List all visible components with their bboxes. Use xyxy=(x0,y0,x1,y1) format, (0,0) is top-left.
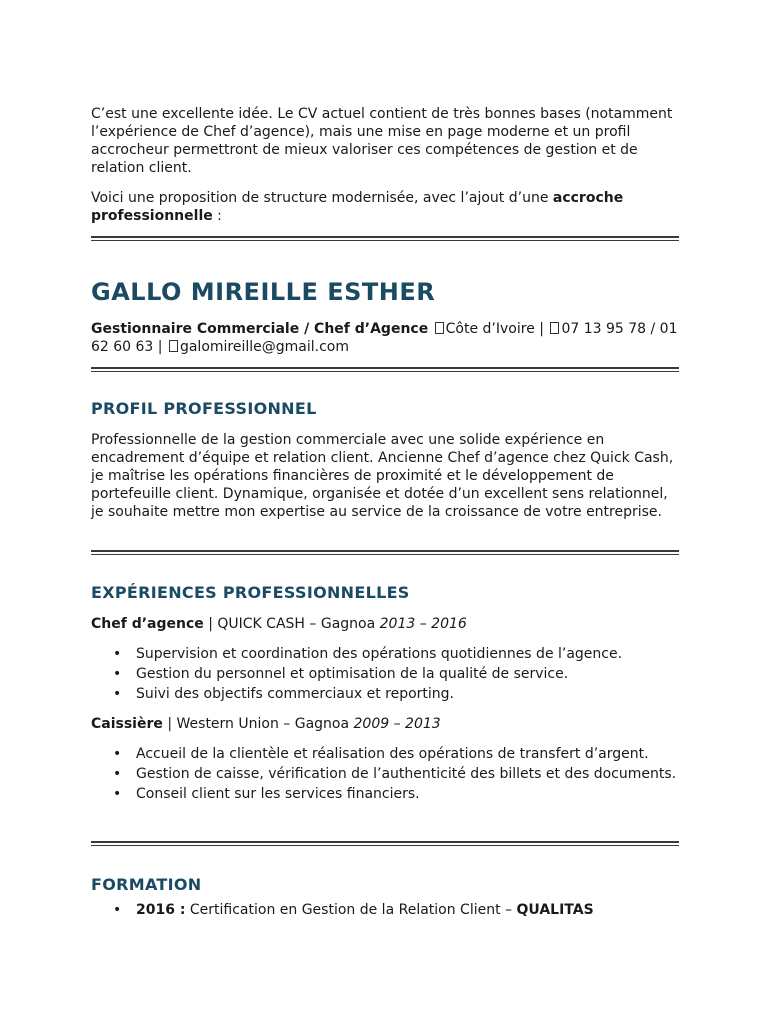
divider-rule xyxy=(91,841,679,846)
location-icon xyxy=(435,322,444,334)
phone-icon xyxy=(550,322,559,334)
job-title: Gestionnaire Commerciale / Chef d’Agence xyxy=(91,321,429,337)
bullet-text: Suivi des objectifs commerciaux et reporting. xyxy=(136,686,455,702)
profile-text: Professionnelle de la gestion commerciale avec une solide expérience en encadrement d’équipe et relation client. Ancienne Chef d’agence chez Quick Cash, je maîtrise les opérations financières de proximité et le développement de portefeuille client. Dynamique, organisée et dotée d’un excellent sens relationnel, je souhaite mettre mon expertise au service de la croissance de votre entreprise. xyxy=(91,432,674,520)
list-item xyxy=(91,665,679,683)
candidate-name: GALLO MIREILLE ESTHER xyxy=(91,278,436,306)
list-item xyxy=(91,901,679,919)
job-role: Caissière xyxy=(91,716,163,732)
job-dates: 2009 – 2013 xyxy=(353,716,441,732)
bullet-text: Supervision et coordination des opérations quotidiennes de l’agence. xyxy=(136,646,623,662)
list-item xyxy=(91,785,679,803)
contact-line xyxy=(91,320,679,356)
list-item xyxy=(91,685,679,703)
education-year: 2016 : xyxy=(136,902,186,918)
bullet-text: Accueil de la clientèle et réalisation des opérations de transfert d’argent. xyxy=(136,746,649,762)
bullet-dot: • xyxy=(113,666,122,682)
job-bullets xyxy=(91,745,679,805)
bullet-dot: • xyxy=(113,646,122,662)
list-item xyxy=(91,765,679,783)
bullet-text: Gestion de caisse, vérification de l’authenticité des billets et des documents. xyxy=(136,766,677,782)
job-header xyxy=(91,615,679,633)
education-heading: FORMATION xyxy=(91,875,202,894)
job-dates: 2013 – 2016 xyxy=(379,616,467,632)
job-company: | QUICK CASH – Gagnoa xyxy=(203,616,380,632)
profile-heading: PROFIL PROFESSIONNEL xyxy=(91,399,317,418)
separator: | xyxy=(157,339,163,355)
job-header xyxy=(91,715,679,733)
list-item xyxy=(91,745,679,763)
email-text: galomireille@gmail.com xyxy=(179,339,349,355)
intro-bold-text: accroche professionnelle xyxy=(91,190,624,224)
bullet-dot: • xyxy=(113,902,122,918)
bullet-dot: • xyxy=(113,766,122,782)
education-school: QUALITAS xyxy=(516,902,594,918)
divider-rule xyxy=(91,550,679,555)
list-item xyxy=(91,645,679,663)
job-bullets xyxy=(91,645,679,705)
intro-paragraph: C’est une excellente idée. Le CV actuel contient de très bonnes bases (notamment l’expérience de Chef d’agence), mais une mise en page moderne et un profil accrocheur permettront de mieux valoriser ces compétences de gestion et de relation client. xyxy=(91,106,673,176)
bullet-dot: • xyxy=(113,786,122,802)
intro-paragraph-2 xyxy=(91,189,679,225)
experience-heading: EXPÉRIENCES PROFESSIONNELLES xyxy=(91,583,410,602)
intro-suffix: : xyxy=(212,208,222,224)
intro-text: Voici une proposition de structure modernisée, avec l’ajout d’une xyxy=(91,190,553,206)
separator: | xyxy=(539,321,544,337)
divider-rule xyxy=(91,236,679,241)
location-text: Côte d’Ivoire xyxy=(445,321,535,337)
divider-rule xyxy=(91,367,679,372)
education-text: Certification en Gestion de la Relation Client – xyxy=(185,902,517,918)
bullet-dot: • xyxy=(113,686,122,702)
education-list xyxy=(91,901,679,921)
phone-text: 07 13 95 78 / 01 62 60 63 xyxy=(91,321,678,355)
job-role: Chef d’agence xyxy=(91,616,204,632)
job-company: | Western Union – Gagnoa xyxy=(162,716,354,732)
bullet-text: Conseil client sur les services financiers. xyxy=(136,786,420,802)
bullet-dot: • xyxy=(113,746,122,762)
email-icon xyxy=(169,340,178,352)
bullet-text: Gestion du personnel et optimisation de la qualité de service. xyxy=(136,666,569,682)
